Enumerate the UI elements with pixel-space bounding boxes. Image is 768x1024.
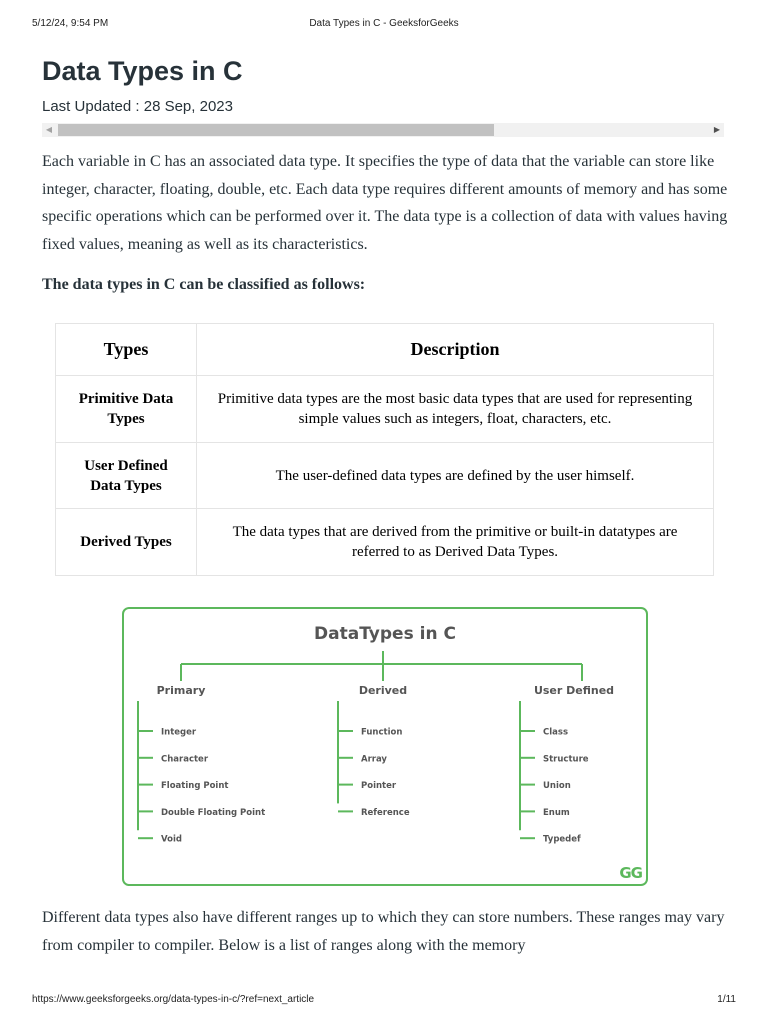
scrollbar-thumb[interactable] [58,124,494,136]
print-page-number: 1/11 [717,994,736,1005]
horizontal-scrollbar[interactable] [42,123,724,137]
diagram-item-label: Array [361,754,387,765]
diagram-item-label: Structure [543,754,589,765]
diagram-item-label: Double Floating Point [161,807,266,818]
diagram-item-label: Floating Point [161,781,229,792]
print-footer [32,994,736,1008]
table-row [56,376,714,443]
table-header-types: Types [56,324,197,376]
diagram-item-label: Character [161,754,209,765]
diagram-branch-label: Derived [358,684,408,697]
diagram-item-label: Union [543,781,571,792]
table-row [56,509,714,576]
diagram-item-label: Typedef [543,834,581,845]
datatypes-diagram [122,607,648,886]
data-types-table [55,323,714,576]
scroll-left-arrow-icon[interactable]: ◀ [45,125,53,134]
diagram-item-label: Function [361,727,403,738]
diagram-item-label: Reference [361,807,410,818]
gfg-logo: GG [619,864,642,882]
classified-heading: The data types in C can be classified as follows: [42,276,366,293]
last-updated: Last Updated : 28 Sep, 2023 [42,98,233,115]
table-row [56,443,714,509]
table-header-description: Description [197,324,714,376]
diagram-item-label: Class [543,727,569,738]
intro-paragraph: Each variable in C has an associated data type. It specifies the type of data that the variable can store like integer, character, floating, double, etc. Each data type requires different amounts of memory and has some specific operations which can be performed over it. The data type is a collection of data with values having fixed values, meaning as well as its characteristics. [42,153,728,253]
table-header-row [56,324,714,376]
diagram-title: DataTypes in C [314,624,456,644]
scroll-right-arrow-icon[interactable]: ▶ [713,125,721,134]
diagram-item-label: Integer [161,727,197,738]
diagram-branch-label: User Defined [533,684,615,697]
datatypes-diagram-svg [122,607,648,886]
print-page-title: Data Types in C - GeeksforGeeks [309,18,459,29]
table-cell-description: Primitive data types are the most basic data types that are used for representing simple values such as integers, float, characters, etc. [197,376,714,443]
print-datetime: 5/12/24, 9:54 PM [32,18,109,29]
diagram-branch-label: Primary [156,684,206,697]
diagram-item-label: Enum [543,807,570,818]
article-title: Data Types in C [42,56,243,86]
diagram-item-label: Void [161,834,182,845]
table-cell-type: User Defined Data Types [56,443,197,509]
table-cell-type: Primitive Data Types [56,376,197,443]
table-cell-description: The user-defined data types are defined by the user himself. [197,443,714,509]
print-header [32,18,736,32]
table-cell-description: The data types that are derived from the primitive or built-in datatypes are referred to as Derived Data Types. [197,509,714,576]
print-url: https://www.geeksforgeeks.org/data-types-in-c/?ref=next_article [32,994,315,1005]
ranges-paragraph: Different data types also have different ranges up to which they can store numbers. These ranges may vary from compiler to compiler. Below is a list of ranges along with the memory [42,909,725,954]
diagram-item-label: Pointer [361,781,397,792]
table-cell-type: Derived Types [56,509,197,576]
